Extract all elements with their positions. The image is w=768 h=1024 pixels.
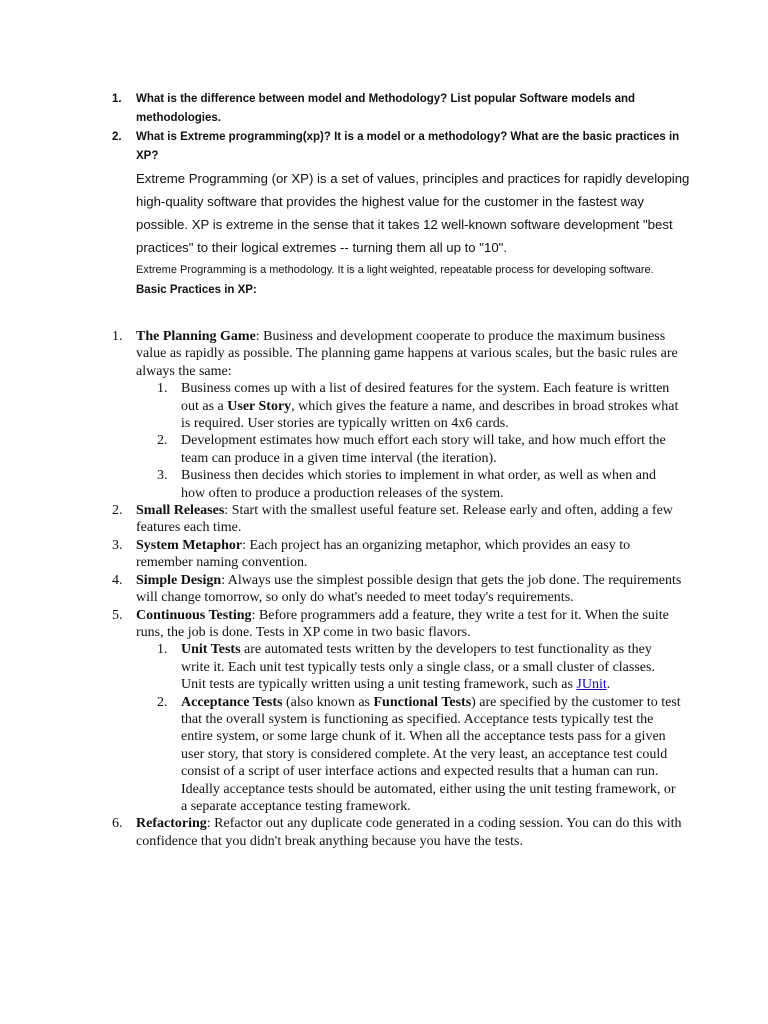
practice-title: Small Releases — [136, 503, 225, 519]
practice-text: : Refactor out any duplicate code generated in a coding session. You can do this with confidence that you didn't break anything because you have the tests. — [136, 816, 682, 849]
question-text: What is Extreme programming(xp)? It is a model or a methodology? What are the basic practices in XP? — [136, 131, 680, 162]
practice-text: : Always use the simplest possible design that gets the job done. The requirements will change tomorrow, so only do what's needed to meet today's requirements. — [136, 572, 682, 606]
practice-number: 5. — [112, 607, 123, 623]
practice-number: 6. — [112, 816, 123, 832]
sub-item — [112, 432, 682, 467]
sub-item — [112, 694, 682, 816]
practice-title: Refactoring — [136, 816, 207, 832]
practice-item — [112, 572, 682, 607]
sub-text: are automated tests written by the developers to test functionality as they write it. Each unit test typically tests only a single class, or a small cluster of classes. Unit tests are typically written using a unit testing framework, such as — [181, 642, 655, 693]
question-item — [112, 128, 682, 166]
sub-text: (also known as — [282, 694, 374, 710]
practice-number: 1. — [112, 329, 123, 344]
sub-text-cont: ) are specified by the customer to test that the overall system is functioning as specified. Acceptance tests typically test the entire system, or some large chunk of it. When all the acceptance tests pass for a given user story, that story is considered complete. At the very least, an acceptance test could consist of a script of user interface actions and expected results that a human can run. Ideally acceptance tests should be automated, either using the unit testing framework, or a separate acceptance testing framework. — [181, 694, 681, 814]
sub-text-cont: , which gives the feature a name, and describes in broad strokes what is required. User stories are typically written on 4x6 cards. — [181, 398, 679, 432]
practice-number: 4. — [112, 572, 123, 588]
sub-text: Business then decides which stories to implement in what order, as well as when and how often to produce a production releases of the system. — [181, 468, 656, 501]
question-item — [112, 90, 682, 128]
sub-item — [112, 380, 682, 432]
question-number: 1. — [112, 93, 122, 105]
planning-sub-list — [112, 380, 682, 502]
practice-title: Simple Design — [136, 572, 222, 588]
sub-item — [112, 467, 682, 502]
sub-text-end: . — [606, 677, 611, 693]
sub-number: 3. — [157, 468, 168, 484]
sub-number: 1. — [157, 642, 168, 658]
practice-title: Continuous Testing — [136, 607, 252, 623]
user-story-term: User Story — [227, 398, 292, 414]
basic-practices-heading: Basic Practices in XP: — [136, 284, 257, 296]
question-number: 2. — [112, 131, 122, 143]
unit-tests-term: Unit Tests — [181, 642, 241, 658]
acceptance-tests-term: Acceptance Tests — [181, 694, 283, 710]
answer-paragraph: Extreme Programming (or XP) is a set of values, principles and practices for rapidly developing high-quality software that provides the highest value for the customer in the fastest way possible. XP is extreme in the sense that it takes 12 well-known software development "best practices" to their logical extremes -- turning them all up to "10". — [136, 171, 690, 255]
junit-link[interactable]: JUnit — [576, 677, 607, 693]
sub-number: 2. — [157, 694, 168, 710]
answer-block — [136, 167, 696, 300]
sub-item — [112, 641, 682, 693]
practice-item — [112, 537, 682, 572]
practice-item — [112, 502, 682, 537]
practice-item — [112, 328, 682, 380]
testing-sub-list — [112, 641, 682, 815]
practice-text: : Start with the smallest useful feature set. Release early and often, adding a few features each time. — [136, 503, 673, 536]
sub-text: Business comes up with a list of desired features for the system. Each feature is written out as a — [181, 381, 670, 414]
question-text: What is the difference between model and Methodology? List popular Software models and methodologies. — [136, 93, 636, 124]
practice-text: : Before programmers add a feature, they write a test for it. When the suite runs, the job is done. Tests in XP come in two basic flavors. — [136, 607, 669, 640]
answer-methodology-note: Extreme Programming is a methodology. It is a light weighted, repeatable process for developing software. — [136, 264, 654, 276]
practices-list — [112, 328, 682, 850]
functional-tests-term: Functional Tests — [373, 694, 472, 710]
practice-item — [112, 815, 682, 850]
question-list — [112, 90, 682, 166]
practice-text: : Each project has an organizing metaphor, which provides an easy to remember naming convention. — [136, 537, 631, 571]
sub-number: 1. — [157, 381, 168, 397]
practice-number: 3. — [112, 537, 123, 553]
practice-text: : Business and development cooperate to produce the maximum business value as rapidly as possible. The planning game happens at various scales, but the basic rules are always the same: — [136, 329, 678, 379]
practice-title: System Metaphor — [136, 537, 243, 553]
sub-text: Development estimates how much effort each story will take, and how much effort the team can produce in a given time interval (the iteration). — [181, 433, 666, 466]
practice-item — [112, 607, 682, 642]
sub-number: 2. — [157, 433, 168, 449]
practice-number: 2. — [112, 503, 123, 519]
practice-title: The Planning Game — [136, 329, 256, 344]
